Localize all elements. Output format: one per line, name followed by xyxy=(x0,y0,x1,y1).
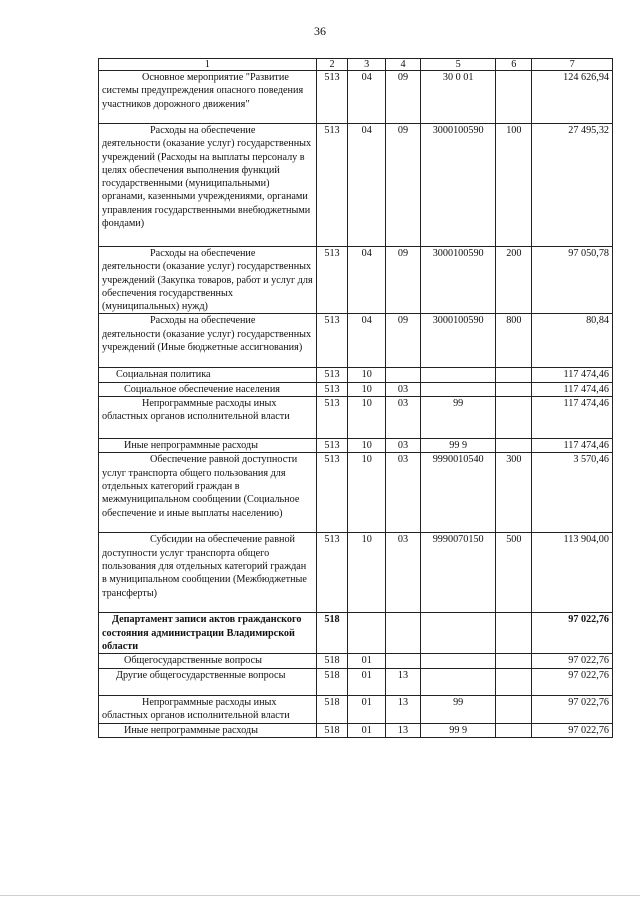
row-name-cell: Непрограммные расходы иных областных органов исполнительной власти xyxy=(99,695,317,723)
row-subsection-code-cell: 09 xyxy=(386,71,421,124)
table-row xyxy=(99,723,613,737)
row-expense-type-cell xyxy=(496,668,532,695)
row-name-cell: Общегосударственные вопросы xyxy=(99,654,317,668)
row-ministry-code-cell: 513 xyxy=(316,71,348,124)
row-target-article-cell xyxy=(420,382,496,396)
table-row xyxy=(99,124,613,247)
table-header-row xyxy=(99,59,613,71)
table-row xyxy=(99,368,613,382)
row-target-article-cell: 99 9 xyxy=(420,723,496,737)
row-section-code-cell: 10 xyxy=(348,397,386,439)
header-cell-4: 4 xyxy=(386,59,421,71)
row-expense-type-cell: 300 xyxy=(496,453,532,533)
row-name-cell: Расходы на обеспечение деятельности (оказание услуг) государственных учреждений (Расходы на выплаты персоналу в целях обеспечения выполнения функций государственными (муниципальными) органами, казенными учреждениями, органами управления государственными внебюджетными фондами) xyxy=(99,124,317,247)
row-name-cell: Иные непрограммные расходы xyxy=(99,723,317,737)
row-amount-cell: 97 022,76 xyxy=(532,723,613,737)
row-name-cell: Департамент записи актов гражданского состояния администрации Владимирской области xyxy=(99,613,317,654)
row-ministry-code-cell: 518 xyxy=(316,654,348,668)
row-amount-cell: 80,84 xyxy=(532,314,613,368)
row-amount-cell: 97 022,76 xyxy=(532,613,613,654)
row-ministry-code-cell: 513 xyxy=(316,314,348,368)
row-target-article-cell xyxy=(420,654,496,668)
row-target-article-cell: 9990010540 xyxy=(420,453,496,533)
row-amount-cell: 97 022,76 xyxy=(532,695,613,723)
header-cell-7: 7 xyxy=(532,59,613,71)
row-section-code-cell: 10 xyxy=(348,368,386,382)
scan-edge-line xyxy=(0,895,640,896)
row-name-cell: Социальная политика xyxy=(99,368,317,382)
row-name-cell: Субсидии на обеспечение равной доступности услуг транспорта общего пользования для отдельных категорий граждан в муниципальном сообщении (Межбюджетные трансферты) xyxy=(99,533,317,613)
row-name-cell: Основное мероприятие "Развитие системы предупреждения опасного поведения участников дорожного движения" xyxy=(99,71,317,124)
row-amount-cell: 27 495,32 xyxy=(532,124,613,247)
row-section-code-cell: 10 xyxy=(348,533,386,613)
row-ministry-code-cell: 518 xyxy=(316,723,348,737)
row-subsection-code-cell xyxy=(386,613,421,654)
row-subsection-code-cell: 03 xyxy=(386,453,421,533)
row-ministry-code-cell: 513 xyxy=(316,124,348,247)
row-name-cell: Обеспечение равной доступности услуг транспорта общего пользования для отдельных категорий граждан в межмуниципальном сообщении (Социальное обеспечение и иные выплаты населению) xyxy=(99,453,317,533)
row-subsection-code-cell: 09 xyxy=(386,247,421,314)
row-section-code-cell: 10 xyxy=(348,439,386,453)
row-name-cell: Непрограммные расходы иных областных органов исполнительной власти xyxy=(99,397,317,439)
row-amount-cell: 97 022,76 xyxy=(532,654,613,668)
row-target-article-cell: 9990070150 xyxy=(420,533,496,613)
table-row xyxy=(99,71,613,124)
row-expense-type-cell: 800 xyxy=(496,314,532,368)
row-target-article-cell xyxy=(420,668,496,695)
row-subsection-code-cell: 03 xyxy=(386,382,421,396)
row-ministry-code-cell: 513 xyxy=(316,247,348,314)
row-expense-type-cell xyxy=(496,654,532,668)
row-subsection-code-cell: 09 xyxy=(386,124,421,247)
row-expense-type-cell xyxy=(496,695,532,723)
table-row xyxy=(99,654,613,668)
row-ministry-code-cell: 513 xyxy=(316,397,348,439)
table-row xyxy=(99,247,613,314)
budget-table xyxy=(98,58,613,738)
row-target-article-cell: 99 xyxy=(420,695,496,723)
row-amount-cell: 117 474,46 xyxy=(532,397,613,439)
table-row xyxy=(99,314,613,368)
row-ministry-code-cell: 518 xyxy=(316,695,348,723)
table-row xyxy=(99,439,613,453)
row-section-code-cell: 04 xyxy=(348,71,386,124)
row-expense-type-cell xyxy=(496,382,532,396)
row-subsection-code-cell: 13 xyxy=(386,723,421,737)
row-ministry-code-cell: 513 xyxy=(316,453,348,533)
table-row xyxy=(99,382,613,396)
row-section-code-cell: 04 xyxy=(348,124,386,247)
row-expense-type-cell xyxy=(496,71,532,124)
row-amount-cell: 124 626,94 xyxy=(532,71,613,124)
table-row xyxy=(99,397,613,439)
row-name-cell: Другие общегосударственные вопросы xyxy=(99,668,317,695)
row-target-article-cell: 3000100590 xyxy=(420,314,496,368)
table-row xyxy=(99,695,613,723)
row-section-code-cell: 04 xyxy=(348,314,386,368)
header-cell-6: 6 xyxy=(496,59,532,71)
table-row xyxy=(99,453,613,533)
row-subsection-code-cell: 13 xyxy=(386,695,421,723)
row-ministry-code-cell: 513 xyxy=(316,533,348,613)
row-ministry-code-cell: 513 xyxy=(316,368,348,382)
row-expense-type-cell xyxy=(496,397,532,439)
row-subsection-code-cell xyxy=(386,368,421,382)
row-section-code-cell: 01 xyxy=(348,668,386,695)
row-subsection-code-cell: 03 xyxy=(386,439,421,453)
row-subsection-code-cell: 13 xyxy=(386,668,421,695)
row-subsection-code-cell: 03 xyxy=(386,533,421,613)
row-subsection-code-cell: 09 xyxy=(386,314,421,368)
row-subsection-code-cell xyxy=(386,654,421,668)
row-name-cell: Социальное обеспечение населения xyxy=(99,382,317,396)
row-amount-cell: 3 570,46 xyxy=(532,453,613,533)
header-cell-3: 3 xyxy=(348,59,386,71)
row-section-code-cell: 10 xyxy=(348,382,386,396)
row-name-cell: Расходы на обеспечение деятельности (оказание услуг) государственных учреждений (Закупка товаров, работ и услуг для обеспечения государственных (муниципальных) нужд) xyxy=(99,247,317,314)
row-section-code-cell: 01 xyxy=(348,695,386,723)
table-row xyxy=(99,533,613,613)
row-expense-type-cell xyxy=(496,613,532,654)
row-target-article-cell xyxy=(420,368,496,382)
table-row xyxy=(99,668,613,695)
row-amount-cell: 117 474,46 xyxy=(532,439,613,453)
header-cell-1: 1 xyxy=(99,59,317,71)
row-amount-cell: 117 474,46 xyxy=(532,368,613,382)
row-target-article-cell: 3000100590 xyxy=(420,247,496,314)
row-ministry-code-cell: 513 xyxy=(316,439,348,453)
row-expense-type-cell: 500 xyxy=(496,533,532,613)
row-name-cell: Расходы на обеспечение деятельности (оказание услуг) государственных учреждений (Иные бюджетные ассигнования) xyxy=(99,314,317,368)
row-section-code-cell: 04 xyxy=(348,247,386,314)
row-expense-type-cell xyxy=(496,723,532,737)
row-amount-cell: 97 050,78 xyxy=(532,247,613,314)
header-cell-2: 2 xyxy=(316,59,348,71)
row-section-code-cell: 01 xyxy=(348,654,386,668)
row-ministry-code-cell: 513 xyxy=(316,382,348,396)
header-cell-5: 5 xyxy=(420,59,496,71)
row-expense-type-cell: 100 xyxy=(496,124,532,247)
row-section-code-cell: 10 xyxy=(348,453,386,533)
row-ministry-code-cell: 518 xyxy=(316,668,348,695)
row-amount-cell: 97 022,76 xyxy=(532,668,613,695)
row-section-code-cell xyxy=(348,613,386,654)
row-amount-cell: 117 474,46 xyxy=(532,382,613,396)
row-section-code-cell: 01 xyxy=(348,723,386,737)
row-ministry-code-cell: 518 xyxy=(316,613,348,654)
row-amount-cell: 113 904,00 xyxy=(532,533,613,613)
row-expense-type-cell xyxy=(496,439,532,453)
row-target-article-cell: 99 9 xyxy=(420,439,496,453)
row-target-article-cell: 3000100590 xyxy=(420,124,496,247)
row-expense-type-cell xyxy=(496,368,532,382)
row-target-article-cell: 99 xyxy=(420,397,496,439)
row-target-article-cell: 30 0 01 xyxy=(420,71,496,124)
page-number: 36 xyxy=(314,24,326,38)
row-target-article-cell xyxy=(420,613,496,654)
row-name-cell: Иные непрограммные расходы xyxy=(99,439,317,453)
row-expense-type-cell: 200 xyxy=(496,247,532,314)
table-row xyxy=(99,613,613,654)
row-subsection-code-cell: 03 xyxy=(386,397,421,439)
